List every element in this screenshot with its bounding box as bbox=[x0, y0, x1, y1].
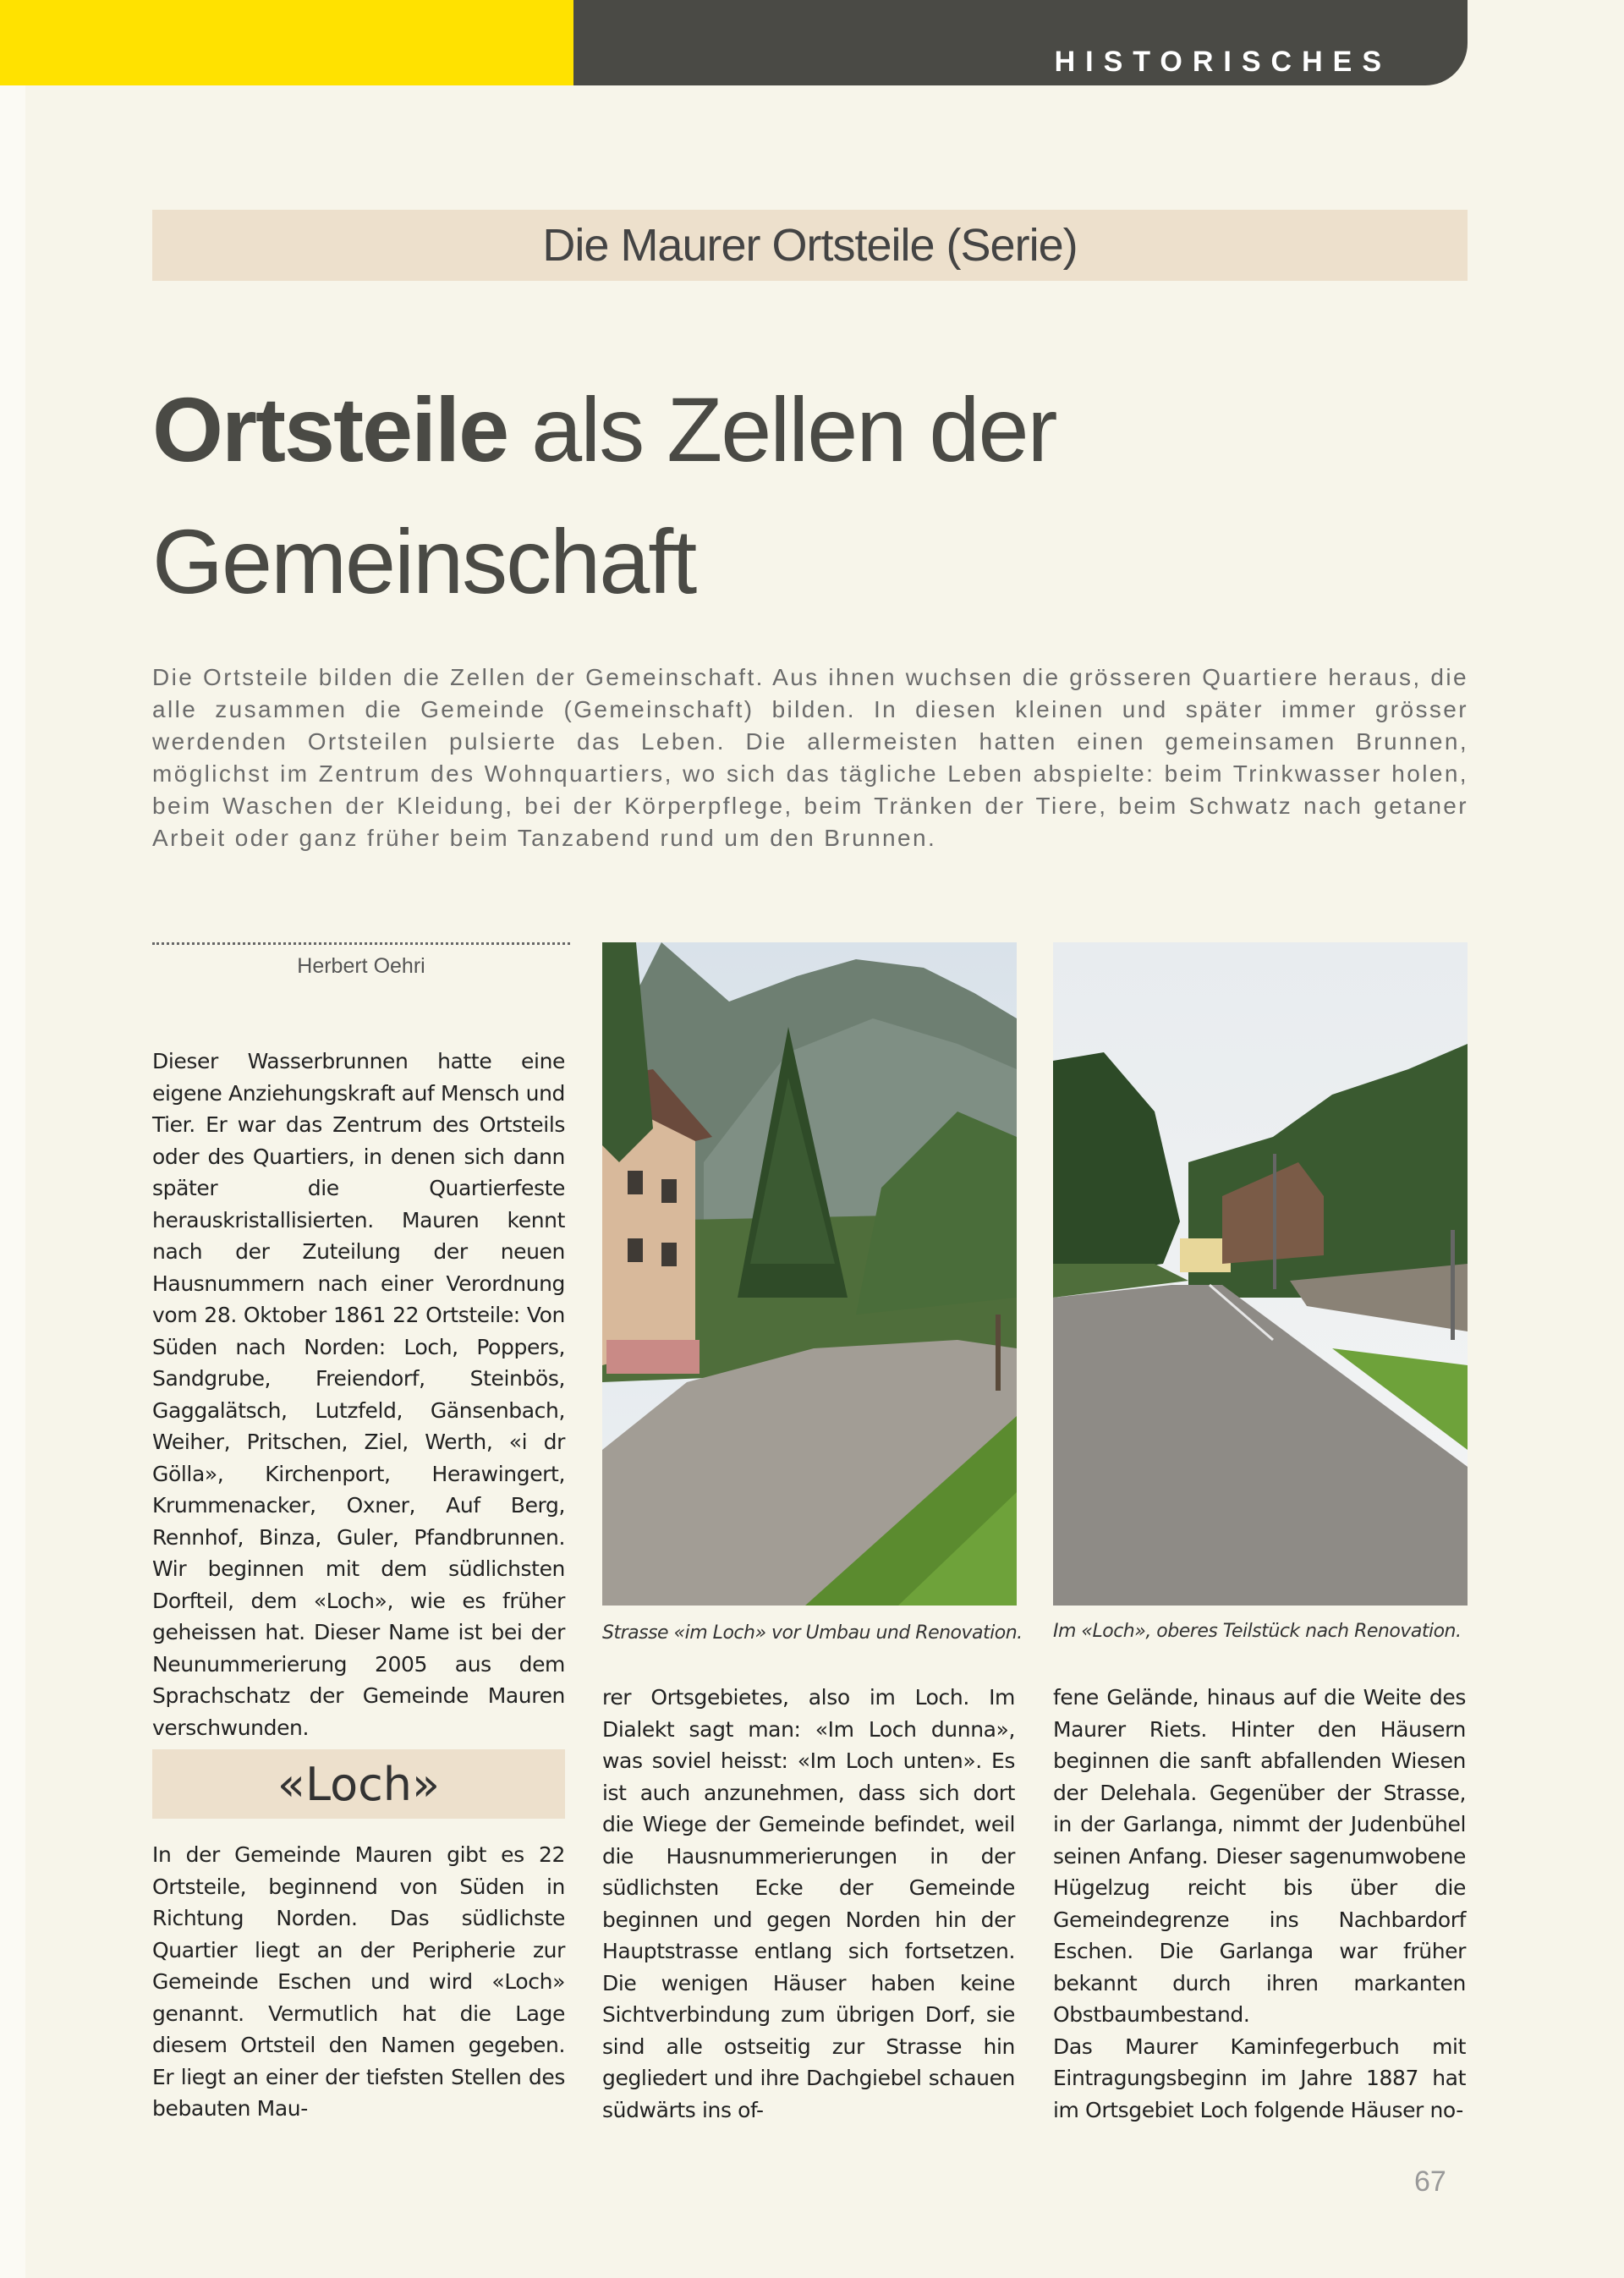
photo-road-before-renovation bbox=[602, 942, 1017, 1606]
intro-paragraph: Dieser Wasserbrunnen hatte eine eigene Anziehungskraft auf Mensch und Tier. Er war das Zentrum des Ortsteils oder des Quartiers, in denen sich dann später die Quartierfeste herauskristallisierten. Mauren kennt nach der Zuteilung der neuen Hausnummern nach einer Verordnung vom 28. Oktober 1861 22 Ortsteile: Von Süden nach Norden: Loch, Poppers, Sandgrube, Freiendorf, Steinbös, Gaggalätsch, Lutzfeld, Gänsenbach, Weiher, Pritschen, Ziel, Werth, «i dr Gölla», Kirchenport, Herawingert, Krummenacker, Oxner, Auf Berg, Rennhof, Binza, Guler, Pfandbrunnen. Wir beginnen mit dem südlichsten Dorfteil, dem «Loch», wie es früher geheissen hat. Dieser Name ist bei der Neunummerierung 2005 aus dem Sprachschatz der Gemeinde Mauren verschwunden. bbox=[152, 1049, 565, 1740]
body-paragraph-4: Das Maurer Kaminfegerbuch mit Eintragungsbeginn im Jahre 1887 hat im Ortsgebiet Loch folgende Häuser no- bbox=[1053, 2034, 1466, 2122]
subheading-box bbox=[152, 1749, 565, 1819]
body-paragraph-1: In der Gemeinde Mauren gibt es 22 Ortsteile, beginnend von Süden in Richtung Norden. Das südlichste Quartier liegt an der Peripherie zur Gemeinde Eschen und wird «Loch» genannt. Vermutlich hat die Lage diesem Ortsteil den Namen gegeben. Er liegt an einer der tiefsten Stellen des bebauten Mau- bbox=[152, 1842, 565, 2121]
header-dark-band bbox=[573, 0, 1468, 85]
page-number: 67 bbox=[1414, 2165, 1446, 2198]
photo-road-after-renovation bbox=[1053, 942, 1468, 1606]
author-name: Herbert Oehri bbox=[297, 954, 425, 978]
headline bbox=[152, 364, 1472, 628]
series-title-box bbox=[152, 210, 1468, 281]
photo-caption-1: Strasse «im Loch» vor Umbau und Renovation. bbox=[602, 1622, 1023, 1644]
column-2-body bbox=[602, 1682, 1015, 2126]
body-paragraph-3: fene Gelände, hinaus auf die Weite des Maurer Riets. Hinter den Häusern beginnen die sanft abfallenden Wiesen der Delehala. Gegenüber der Strasse, in der Garlanga, nimmt der Judenbühel seinen Anfang. Dieser sagenumwobene Hügelzug reicht bis über die Gemeindegrenze ins Nachbardorf Eschen. Die Garlanga war früher bekannt durch ihren markanten Obstbaumbestand. bbox=[1053, 1685, 1466, 2027]
headline-bold: Ortsteile bbox=[152, 378, 508, 480]
body-paragraph-2: rer Ortsgebietes, also im Loch. Im Dialekt sagt man: «Im Loch dunna», was soviel heisst: «Im Loch unten». Es ist auch anzunehmen, dass sich dort die Wiege der Gemeinde befindet, weil die Hausnummerierungen in der südlichsten Ecke der Gemeinde beginnen und gegen Norden hin der Hauptstrasse entlang sich fortsetzen. Die wenigen Häuser haben keine Sichtverbindung zum übrigen Dorf, sie sind alle ostseitig zur Strasse hin gegliedert und ihre Dachgiebel schauen südwärts ins of- bbox=[602, 1685, 1015, 2122]
series-title: Die Maurer Ortsteile (Serie) bbox=[542, 220, 1078, 271]
lead-paragraph: Die Ortsteile bilden die Zellen der Gemeinschaft. Aus ihnen wuchsen die grösseren Quartiere heraus, die alle zusammen die Gemeinde (Gemeinschaft) bilden. In diesen kleinen und später immer grösser werdenden Ortsteilen pulsierte das Leben. Die allermeisten hatten einen gemeinsamen Brunnen, möglichst im Zentrum des Wohnquartiers, wo sich das tägliche Leben abspielte: beim Trinkwasser holen, beim Waschen der Kleidung, bei der Körperpflege, beim Tränken der Tiere, beim Schwatz nach getaner Arbeit oder ganz früher beim Tanzabend rund um den Brunnen. bbox=[152, 664, 1468, 851]
column-1-intro bbox=[152, 1046, 565, 1743]
headline-line1-rest: als Zellen der bbox=[508, 378, 1056, 480]
column-1-body bbox=[152, 1839, 565, 2125]
headline-line2: Gemeinschaft bbox=[152, 510, 696, 612]
photo-road-before-illustration bbox=[602, 942, 1017, 1606]
photo-road-after-illustration bbox=[1053, 942, 1468, 1606]
subheading-loch: «Loch» bbox=[277, 1757, 441, 1811]
column-3-body bbox=[1053, 1682, 1466, 2126]
section-label: HISTORISCHES bbox=[1054, 46, 1391, 78]
header-yellow-band bbox=[0, 0, 573, 85]
photo-caption-2: Im «Loch», oberes Teilstück nach Renovation. bbox=[1053, 1621, 1462, 1642]
page-margin-strip bbox=[0, 0, 25, 2278]
author-divider bbox=[152, 942, 570, 945]
